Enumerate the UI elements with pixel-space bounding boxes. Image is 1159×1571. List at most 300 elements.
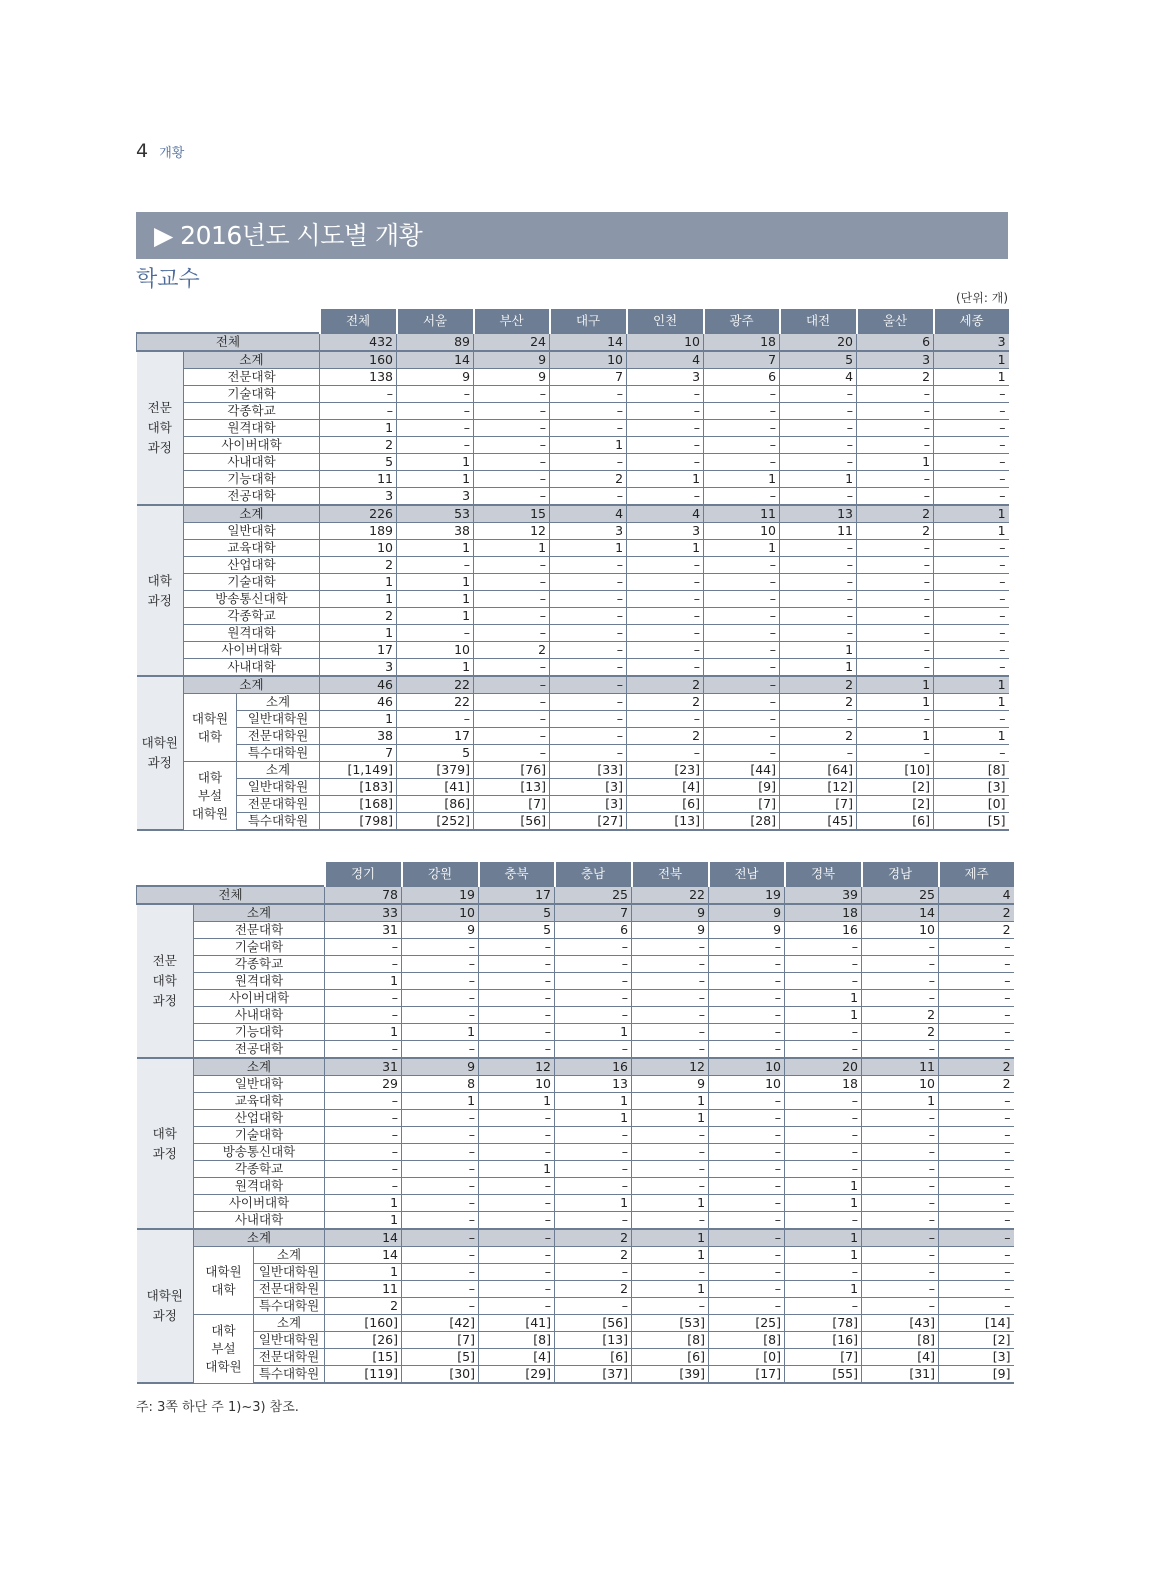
value-cell: – <box>709 1229 785 1247</box>
value-cell: – <box>862 1247 939 1264</box>
row-label: 기능대학 <box>184 471 320 488</box>
value-cell: [5] <box>402 1349 479 1366</box>
value-cell: – <box>939 1127 1014 1144</box>
value-cell: 3 <box>550 523 627 540</box>
value-cell: – <box>632 1212 709 1230</box>
value-cell: 189 <box>320 523 397 540</box>
value-cell: – <box>939 1195 1014 1212</box>
value-cell: – <box>785 1212 862 1230</box>
value-cell: – <box>397 403 474 420</box>
row-label: 각종학교 <box>184 403 320 420</box>
value-cell: 2 <box>780 676 857 694</box>
value-cell: 1 <box>785 1007 862 1024</box>
value-cell: – <box>474 574 550 591</box>
value-cell: 10 <box>709 1076 785 1093</box>
value-cell: – <box>627 386 704 403</box>
value-cell: – <box>704 745 780 762</box>
row-label: 특수대학원 <box>237 745 320 762</box>
value-cell: [39] <box>632 1366 709 1384</box>
value-cell: – <box>857 557 934 574</box>
value-cell: – <box>934 745 1009 762</box>
value-cell: – <box>632 1007 709 1024</box>
row-label: 교육대학 <box>184 540 320 557</box>
value-cell: – <box>862 1127 939 1144</box>
value-cell: 160 <box>320 351 397 369</box>
value-cell: – <box>632 956 709 973</box>
row-label: 산업대학 <box>194 1110 325 1127</box>
value-cell: 1 <box>785 1178 862 1195</box>
value-cell: – <box>632 1041 709 1059</box>
value-cell: 2 <box>320 557 397 574</box>
value-cell: – <box>862 973 939 990</box>
value-cell: 22 <box>397 694 474 711</box>
value-cell: 1 <box>479 1093 555 1110</box>
value-cell: 2 <box>555 1229 632 1247</box>
column-header: 부산 <box>474 309 550 333</box>
value-cell: 14 <box>325 1247 402 1264</box>
value-cell: [379] <box>397 762 474 779</box>
value-cell: [23] <box>627 762 704 779</box>
value-cell: [15] <box>325 1349 402 1366</box>
value-cell: – <box>934 488 1009 506</box>
group-label: 대학 과정 <box>137 505 184 676</box>
value-cell: – <box>479 1229 555 1247</box>
value-cell: – <box>627 403 704 420</box>
value-cell: 2 <box>320 437 397 454</box>
value-cell: 1 <box>397 471 474 488</box>
value-cell: [4] <box>479 1349 555 1366</box>
value-cell: – <box>704 659 780 677</box>
unit-label: (단위: 개) <box>956 291 1008 305</box>
value-cell: 1 <box>320 591 397 608</box>
value-cell: 31 <box>325 1058 402 1076</box>
value-cell: 1 <box>780 642 857 659</box>
value-cell: – <box>862 1212 939 1230</box>
value-cell: 4 <box>780 369 857 386</box>
value-cell: – <box>785 1110 862 1127</box>
value-cell: – <box>857 711 934 728</box>
value-cell: – <box>934 557 1009 574</box>
row-label: 특수대학원 <box>254 1298 325 1315</box>
value-cell: 25 <box>862 886 939 904</box>
row-label: 소계 <box>184 351 320 369</box>
value-cell: – <box>934 625 1009 642</box>
column-header: 전남 <box>709 862 785 886</box>
value-cell: – <box>632 1178 709 1195</box>
row-label: 특수대학원 <box>237 813 320 831</box>
value-cell: – <box>474 420 550 437</box>
value-cell: – <box>402 1161 479 1178</box>
value-cell: [64] <box>780 762 857 779</box>
table-row <box>137 1298 1014 1315</box>
value-cell: 1 <box>785 1281 862 1298</box>
value-cell: – <box>402 939 479 956</box>
value-cell: – <box>555 1264 632 1281</box>
value-cell: – <box>709 1007 785 1024</box>
value-cell: [6] <box>632 1349 709 1366</box>
table-row <box>137 1264 1014 1281</box>
value-cell: 1 <box>934 351 1009 369</box>
value-cell: – <box>474 454 550 471</box>
value-cell: – <box>550 574 627 591</box>
row-label: 전문대학원 <box>237 796 320 813</box>
value-cell: 9 <box>474 351 550 369</box>
value-cell: – <box>550 557 627 574</box>
value-cell: – <box>862 1229 939 1247</box>
value-cell: – <box>627 711 704 728</box>
value-cell: – <box>709 1247 785 1264</box>
row-label: 전체 <box>137 333 320 351</box>
value-cell: – <box>479 1178 555 1195</box>
value-cell: – <box>474 745 550 762</box>
row-label: 사내대학 <box>184 659 320 677</box>
row-label: 소계 <box>194 1058 325 1076</box>
value-cell: – <box>550 420 627 437</box>
value-cell: 138 <box>320 369 397 386</box>
subtotal-row <box>137 1229 1014 1247</box>
value-cell: – <box>785 1144 862 1161</box>
value-cell: [3] <box>550 779 627 796</box>
value-cell: – <box>857 625 934 642</box>
value-cell: – <box>402 1127 479 1144</box>
value-cell: 18 <box>785 1076 862 1093</box>
value-cell: – <box>785 973 862 990</box>
value-cell: – <box>934 386 1009 403</box>
value-cell: 10 <box>320 540 397 557</box>
value-cell: 10 <box>550 351 627 369</box>
table-row <box>137 523 1009 540</box>
value-cell: – <box>780 488 857 506</box>
value-cell: [252] <box>397 813 474 831</box>
value-cell: – <box>939 973 1014 990</box>
value-cell: – <box>862 1110 939 1127</box>
value-cell: – <box>780 454 857 471</box>
value-cell: 1 <box>934 676 1009 694</box>
value-cell: 9 <box>632 1076 709 1093</box>
value-cell: – <box>939 1161 1014 1178</box>
subtotal-row <box>137 351 1009 369</box>
value-cell: 2 <box>857 505 934 523</box>
value-cell: 6 <box>857 333 934 351</box>
value-cell: 1 <box>474 540 550 557</box>
value-cell: – <box>934 420 1009 437</box>
value-cell: 11 <box>704 505 780 523</box>
column-header: 대구 <box>550 309 627 333</box>
value-cell: – <box>939 956 1014 973</box>
value-cell: – <box>402 1110 479 1127</box>
value-cell: – <box>780 386 857 403</box>
value-cell: 2 <box>627 728 704 745</box>
value-cell: 2 <box>857 369 934 386</box>
value-cell: – <box>939 1229 1014 1247</box>
row-label: 사이버대학 <box>194 990 325 1007</box>
value-cell: – <box>397 625 474 642</box>
value-cell: 2 <box>939 1058 1014 1076</box>
row-label: 소계 <box>194 1229 325 1247</box>
row-label: 기술대학 <box>194 939 325 956</box>
table-row <box>137 1212 1014 1230</box>
value-cell: – <box>325 1110 402 1127</box>
value-cell: – <box>474 437 550 454</box>
column-header: 광주 <box>704 309 780 333</box>
value-cell: – <box>555 1127 632 1144</box>
value-cell: 1 <box>325 973 402 990</box>
table-row <box>137 779 1009 796</box>
value-cell: 4 <box>627 505 704 523</box>
value-cell: – <box>704 642 780 659</box>
value-cell: – <box>862 939 939 956</box>
value-cell: 9 <box>474 369 550 386</box>
value-cell: – <box>939 1281 1014 1298</box>
value-cell: – <box>857 642 934 659</box>
value-cell: 3 <box>627 523 704 540</box>
value-cell: [2] <box>857 779 934 796</box>
value-cell: 1 <box>555 1195 632 1212</box>
value-cell: – <box>785 1093 862 1110</box>
value-cell: 11 <box>320 471 397 488</box>
row-label: 사내대학 <box>194 1007 325 1024</box>
table-row <box>137 1349 1014 1366</box>
value-cell: 9 <box>402 1058 479 1076</box>
value-cell: 1 <box>704 540 780 557</box>
value-cell: 1 <box>632 1110 709 1127</box>
value-cell: 1 <box>780 471 857 488</box>
value-cell: 1 <box>550 540 627 557</box>
value-cell: 39 <box>785 886 862 904</box>
value-cell: 3 <box>857 351 934 369</box>
value-cell: [27] <box>550 813 627 831</box>
value-cell: 4 <box>550 505 627 523</box>
value-cell: 18 <box>704 333 780 351</box>
value-cell: – <box>402 1178 479 1195</box>
value-cell: 1 <box>627 540 704 557</box>
value-cell: 25 <box>555 886 632 904</box>
column-header: 인천 <box>627 309 704 333</box>
table-row <box>137 369 1009 386</box>
value-cell: 78 <box>325 886 402 904</box>
row-label: 소계 <box>237 694 320 711</box>
value-cell: 20 <box>780 333 857 351</box>
row-label: 일반대학 <box>184 523 320 540</box>
school-count-table-1 <box>136 309 1009 831</box>
value-cell: – <box>939 939 1014 956</box>
value-cell: 7 <box>555 904 632 922</box>
value-cell: – <box>555 1212 632 1230</box>
group-label: 대학 과정 <box>137 1058 194 1229</box>
value-cell: 10 <box>479 1076 555 1093</box>
value-cell: 1 <box>550 437 627 454</box>
value-cell: 2 <box>627 694 704 711</box>
value-cell: – <box>402 1281 479 1298</box>
value-cell: – <box>939 1110 1014 1127</box>
value-cell: – <box>402 1007 479 1024</box>
value-cell: 20 <box>785 1058 862 1076</box>
value-cell: – <box>555 1007 632 1024</box>
table-row <box>137 625 1009 642</box>
value-cell: 5 <box>479 922 555 939</box>
row-label: 교육대학 <box>194 1093 325 1110</box>
value-cell: – <box>474 728 550 745</box>
table-row <box>137 1315 1014 1332</box>
value-cell: [13] <box>627 813 704 831</box>
value-cell: [8] <box>862 1332 939 1349</box>
row-label: 전문대학 <box>184 369 320 386</box>
total-row <box>137 333 1009 351</box>
value-cell: 2 <box>474 642 550 659</box>
value-cell: – <box>857 386 934 403</box>
table-row <box>137 574 1009 591</box>
page-number: 4 <box>136 140 149 162</box>
value-cell: [9] <box>704 779 780 796</box>
value-cell: – <box>704 676 780 694</box>
value-cell: – <box>785 1127 862 1144</box>
value-cell: – <box>627 608 704 625</box>
row-label: 전공대학 <box>184 488 320 506</box>
value-cell: [10] <box>857 762 934 779</box>
value-cell: – <box>857 574 934 591</box>
value-cell: [29] <box>479 1366 555 1384</box>
value-cell: – <box>325 1007 402 1024</box>
value-cell: – <box>402 973 479 990</box>
value-cell: – <box>709 1178 785 1195</box>
value-cell: 10 <box>397 642 474 659</box>
value-cell: [2] <box>857 796 934 813</box>
row-label: 일반대학 <box>194 1076 325 1093</box>
value-cell: – <box>934 540 1009 557</box>
value-cell: – <box>857 403 934 420</box>
value-cell: 1 <box>857 454 934 471</box>
row-label: 특수대학원 <box>254 1366 325 1384</box>
value-cell: – <box>934 403 1009 420</box>
value-cell: 15 <box>474 505 550 523</box>
value-cell: [8] <box>479 1332 555 1349</box>
value-cell: 1 <box>632 1093 709 1110</box>
value-cell: – <box>325 1093 402 1110</box>
row-label: 산업대학 <box>184 557 320 574</box>
value-cell: [56] <box>474 813 550 831</box>
value-cell: 1 <box>555 1110 632 1127</box>
value-cell: – <box>402 1298 479 1315</box>
value-cell: 9 <box>402 922 479 939</box>
value-cell: 1 <box>785 1229 862 1247</box>
value-cell: – <box>479 939 555 956</box>
value-cell: – <box>479 1024 555 1041</box>
value-cell: – <box>550 728 627 745</box>
value-cell: – <box>709 1298 785 1315</box>
value-cell: 17 <box>320 642 397 659</box>
row-label: 전문대학 <box>194 922 325 939</box>
value-cell: – <box>479 1298 555 1315</box>
value-cell: 3 <box>320 488 397 506</box>
subgroup-label: 대학원 대학 <box>184 694 237 762</box>
value-cell: – <box>325 1161 402 1178</box>
value-cell: – <box>934 711 1009 728</box>
value-cell: 1 <box>934 694 1009 711</box>
value-cell: – <box>939 1041 1014 1059</box>
value-cell: – <box>934 608 1009 625</box>
value-cell: – <box>402 956 479 973</box>
row-label: 소계 <box>254 1315 325 1332</box>
value-cell: 46 <box>320 676 397 694</box>
value-cell: – <box>555 1161 632 1178</box>
value-cell: – <box>704 557 780 574</box>
value-cell: 11 <box>862 1058 939 1076</box>
row-label: 일반대학원 <box>254 1264 325 1281</box>
value-cell: – <box>402 1041 479 1059</box>
value-cell: [25] <box>709 1315 785 1332</box>
value-cell: [119] <box>325 1366 402 1384</box>
row-label: 각종학교 <box>184 608 320 625</box>
school-count-table-2 <box>136 862 1014 1384</box>
value-cell: – <box>627 642 704 659</box>
value-cell: – <box>479 1281 555 1298</box>
value-cell: – <box>709 956 785 973</box>
value-cell: 2 <box>627 676 704 694</box>
table-row <box>137 403 1009 420</box>
value-cell: [3] <box>934 779 1009 796</box>
row-label: 전공대학 <box>194 1041 325 1059</box>
value-cell: 14 <box>550 333 627 351</box>
value-cell: – <box>474 694 550 711</box>
value-cell: 17 <box>397 728 474 745</box>
value-cell: 1 <box>325 1195 402 1212</box>
value-cell: 22 <box>632 886 709 904</box>
row-label: 각종학교 <box>194 956 325 973</box>
value-cell: – <box>704 574 780 591</box>
value-cell: 1 <box>325 1264 402 1281</box>
value-cell: – <box>704 403 780 420</box>
value-cell: – <box>555 1298 632 1315</box>
value-cell: – <box>862 1178 939 1195</box>
value-cell: – <box>704 591 780 608</box>
table-row <box>137 796 1009 813</box>
value-cell: 1 <box>857 694 934 711</box>
column-header: 경기 <box>325 862 402 886</box>
value-cell: – <box>780 711 857 728</box>
value-cell: [13] <box>555 1332 632 1349</box>
table-row <box>137 1178 1014 1195</box>
value-cell: [76] <box>474 762 550 779</box>
table-row <box>137 1127 1014 1144</box>
value-cell: – <box>939 990 1014 1007</box>
value-cell: – <box>632 1161 709 1178</box>
value-cell: – <box>704 488 780 506</box>
value-cell: 2 <box>320 608 397 625</box>
value-cell: – <box>479 1144 555 1161</box>
value-cell: 226 <box>320 505 397 523</box>
row-label: 소계 <box>194 904 325 922</box>
column-header: 세종 <box>934 309 1009 333</box>
subtotal-row <box>137 1058 1014 1076</box>
table-row <box>137 762 1009 779</box>
value-cell: – <box>550 403 627 420</box>
value-cell: – <box>627 745 704 762</box>
value-cell: – <box>555 956 632 973</box>
subtotal-row <box>137 505 1009 523</box>
table-row <box>137 454 1009 471</box>
value-cell: 1 <box>934 728 1009 745</box>
value-cell: 9 <box>397 369 474 386</box>
value-cell: – <box>474 659 550 677</box>
value-cell: – <box>474 625 550 642</box>
value-cell: – <box>479 1041 555 1059</box>
value-cell: – <box>862 956 939 973</box>
value-cell: 2 <box>780 694 857 711</box>
value-cell: – <box>785 1041 862 1059</box>
value-cell: – <box>857 745 934 762</box>
value-cell: 89 <box>397 333 474 351</box>
value-cell: [7] <box>704 796 780 813</box>
